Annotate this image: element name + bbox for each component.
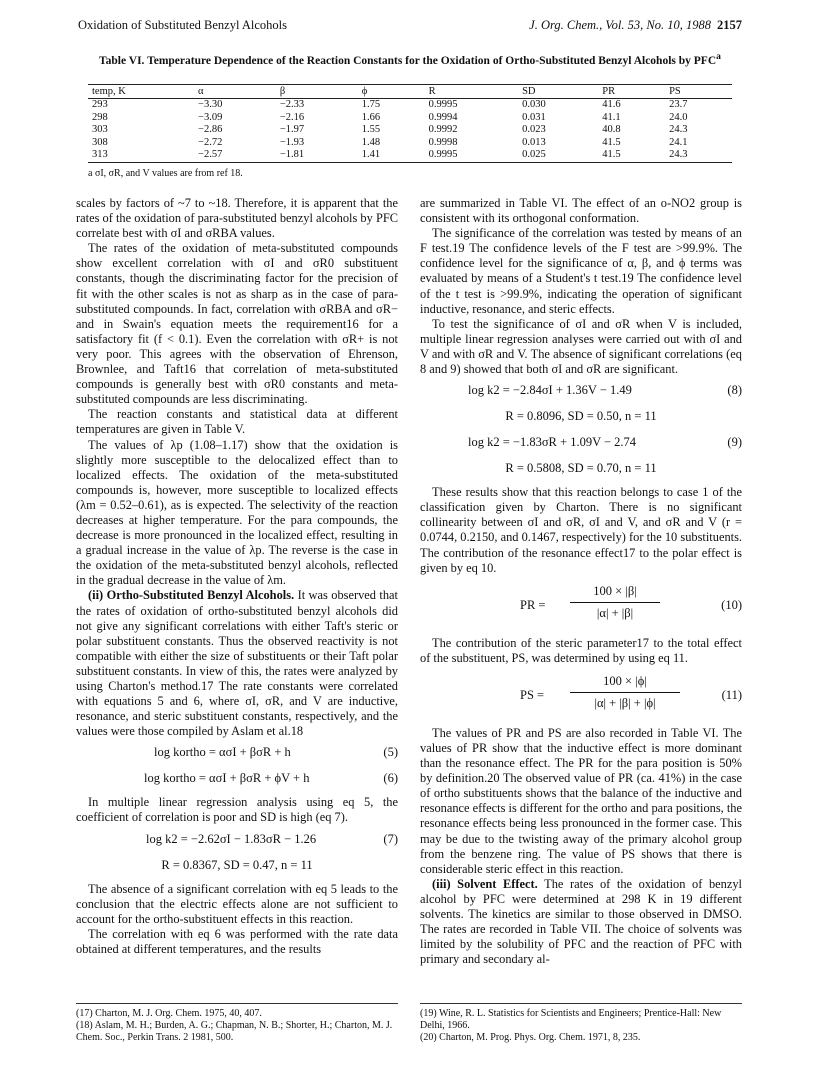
table-cell: 0.9994 bbox=[428, 111, 458, 123]
paragraph: The contribution of the steric parameter17 to the total effect of the substituent, PS, was determined by using eq 11. bbox=[420, 635, 742, 665]
equation-number: (11) bbox=[721, 687, 742, 702]
table-cell: −1.93 bbox=[279, 136, 305, 148]
table-footnote: a σI, σR, and V values are from ref 18. bbox=[88, 168, 243, 179]
equation bbox=[420, 582, 742, 630]
equation-lhs: PS = bbox=[520, 687, 545, 702]
table-cell: −2.57 bbox=[194, 149, 276, 162]
equation-body: log k2 = −2.84σI + 1.36V − 1.49 bbox=[468, 383, 632, 398]
table-cell: 313 bbox=[88, 149, 194, 162]
footnote: (17) Charton, M. J. Org. Chem. 1975, 40, 407. bbox=[76, 1008, 262, 1019]
column-header: ϕ bbox=[358, 85, 425, 99]
journal-citation bbox=[529, 18, 742, 33]
paragraph: The rates of the oxidation of meta-substituted compounds show excellent correlation with σI and σR0 substituent constants, though the discriminating factor for the precision of fit with the other scales is not as sharp as in the case of para-substituted compounds. In fact, correlation with σRBA and σR− and in Swain's equation meets the requirement16 for a satisfactory fit (f < 0.1). Even the correlation with σR+ is not very poor. This agrees with the observation of Ehrenson, Brownlee, and Taft16 that correlation of meta-substituted compounds is generally best with σR0 constants and meta-substituted compounds are less discriminating. bbox=[76, 241, 398, 407]
table-cell: 0.025 bbox=[518, 149, 598, 162]
table-cell: 308 bbox=[92, 136, 108, 148]
equation-stats-text: R = 0.5808, SD = 0.70, n = 11 bbox=[505, 461, 657, 476]
equation-stats bbox=[420, 407, 742, 429]
table-header-row bbox=[88, 85, 732, 99]
paragraph-text: The rates of the oxidation of benzyl alcohol by PFC were determined at 298 K in 19 different solvents. The kinetics are similar to those observed in DMSO. The rates are recorded in Table VII. The choice of solvents was limited by the solubility of PFC and the reaction of PFC with primary and secondary al- bbox=[420, 876, 742, 967]
fraction-numerator: 100 × |ϕ| bbox=[603, 673, 647, 688]
table-cell: −2.33 bbox=[279, 99, 305, 110]
table-cell: 1.75 bbox=[361, 99, 381, 110]
fraction-bar bbox=[570, 602, 660, 603]
table-caption bbox=[78, 50, 742, 68]
equation-number: (5) bbox=[383, 745, 398, 760]
equation-body: log k2 = −1.83σR + 1.09V − 2.74 bbox=[468, 435, 637, 450]
running-header bbox=[78, 18, 742, 36]
footnotes-right bbox=[420, 1008, 742, 1044]
equation-body: log kortho = ασI + βσR + h bbox=[154, 745, 291, 760]
equation-number: (9) bbox=[727, 435, 742, 450]
paragraph: are summarized in Table VI. The effect of an o-NO2 group is consistent with its orthogonal conformation. bbox=[420, 196, 742, 226]
paragraph: The values of PR and PS are also recorded in Table VI. The values of PR show that the inductive effect is more dominant than the resonance effect. The PR for the para position is 50% by definition.20 The observed value of PR (ca. 41%) in the case of ortho substituents shows that the balance of the inductive and resonance effects is different for the ortho and para positions, the resonance effects being less pronounced in the former case. This may be due to the twisting away of the primary alcohol group from the benzene ring. The value of PS shows that there is considerable steric effect in this reaction. bbox=[420, 725, 742, 876]
footnote-divider bbox=[76, 1003, 398, 1004]
table-cell: −2.16 bbox=[279, 111, 305, 123]
table-cell: 23.7 bbox=[669, 99, 688, 110]
column-header: PR bbox=[598, 85, 665, 99]
table-cell: 298 bbox=[92, 111, 108, 123]
table-caption-text: Table VI. Temperature Dependence of the Reaction Constants for the Oxidation of Ortho-Substituted Benzyl Alcohols by PFC bbox=[99, 54, 717, 67]
equation-stats bbox=[76, 856, 398, 878]
paragraph: The values of λp (1.08–1.17) show that the oxidation is slightly more susceptible to the delocalized effect than to localized effects. The oxidation of the meta-substituted compounds is, however, more susceptible to localized effects (λm = 0.52–0.61), as is expected. The selectivity of the reaction decreases at higher temperature. For the para compounds, the decrease is more pronounced in the localized effect, resulting in a gradual increase in the value of λp. The reverse is the case in the oxidation of the meta-substituted benzyl alcohols, reflected in the gradual decrease in the value of λm. bbox=[76, 437, 398, 588]
data-table bbox=[88, 84, 732, 163]
table-cell: 0.023 bbox=[522, 124, 546, 135]
table-cell: −2.72 bbox=[198, 136, 223, 148]
table-cell: 0.030 bbox=[522, 99, 546, 110]
column-header: PS bbox=[665, 85, 732, 99]
table-cell: 40.8 bbox=[602, 124, 621, 135]
table-cell: −1.97 bbox=[279, 124, 305, 135]
table-cell: −2.86 bbox=[198, 124, 223, 135]
paragraph: scales by factors of ~7 to ~18. Therefore, it is apparent that the rates of the oxidation of para-substituted benzyl alcohols by PFC correlate best with σI and σRBA values. bbox=[76, 196, 398, 241]
paragraph: The significance of the correlation was tested by means of an F test.19 The confidence levels of the F test are >99.9%. The confidence level for the significance of α, β, and ϕ terms was evaluated by means of a Student's t test.19 The confidence level of the t test is >99.9%, indicating the operation of significant inductive, resonance, and steric effects. bbox=[420, 226, 742, 316]
table-cell: 0.9995 bbox=[425, 149, 518, 162]
column-header: SD bbox=[518, 85, 598, 99]
footnotes-left bbox=[76, 1008, 398, 1044]
equation-number: (8) bbox=[727, 383, 742, 398]
paragraph bbox=[76, 588, 398, 739]
paragraph: To test the significance of σI and σR when V is included, multiple linear regression analyses were carried out with σI and V and with σR and V. The absence of significant correlations (eq 8 and 9) showed that both σI and σR are significant. bbox=[420, 316, 742, 377]
table-cell: 1.55 bbox=[361, 124, 381, 135]
section-heading: (iii) Solvent Effect. bbox=[432, 876, 538, 891]
equation-number: (10) bbox=[721, 597, 742, 612]
table-row bbox=[88, 137, 732, 150]
footnote: (20) Charton, M. Prog. Phys. Org. Chem. 1971, 8, 235. bbox=[420, 1032, 641, 1043]
equation-lhs: PR = bbox=[520, 597, 546, 612]
paragraph-text: It was observed that the rates of oxidation of ortho-substituted benzyl alcohols did not give any significant correlations with either Taft's steric or polar substituent constants. Thus the observed reactivity is not compatible with either the size of substituents or their Taft polar substituent constants. In view of this, the rates were analyzed by using Charton's method.17 The rate constants were correlated with equations 5 and 6, where σI, σR, and V are inductive, resonance, and steric substituent constants, respectively, and the values were those compiled by Aslam et al.18 bbox=[76, 588, 398, 739]
table-cell: 0.9992 bbox=[428, 124, 458, 135]
table-row bbox=[88, 112, 732, 125]
equation-number: (7) bbox=[383, 831, 398, 846]
table-row bbox=[88, 99, 732, 112]
equation-stats-text: R = 0.8367, SD = 0.47, n = 11 bbox=[161, 857, 313, 872]
footnote: (19) Wine, R. L. Statistics for Scientists and Engineers; Prentice-Hall: New Delhi, 1966. bbox=[420, 1008, 722, 1031]
table-cell: 41.5 bbox=[602, 136, 621, 148]
paragraph bbox=[420, 877, 742, 968]
column-header: temp, K bbox=[88, 85, 194, 99]
table-cell: 0.9998 bbox=[428, 136, 458, 148]
table-cell: −1.81 bbox=[276, 149, 358, 162]
table-cell: 1.66 bbox=[361, 111, 381, 123]
right-column bbox=[420, 196, 742, 967]
table-caption-mark: a bbox=[716, 51, 721, 62]
equation bbox=[76, 830, 398, 852]
table-cell: 24.3 bbox=[669, 124, 688, 135]
table-cell: 24.3 bbox=[665, 149, 732, 162]
fraction-bar bbox=[570, 692, 680, 693]
equation-stats-text: R = 0.8096, SD = 0.50, n = 11 bbox=[505, 409, 657, 424]
fraction-denominator: |α| + |β| bbox=[596, 605, 634, 620]
table-cell: 24.0 bbox=[669, 111, 688, 123]
equation bbox=[76, 769, 398, 791]
paragraph: The reaction constants and statistical data at different temperatures are given in Table V. bbox=[76, 407, 398, 437]
column-header: R bbox=[425, 85, 518, 99]
table-cell: 293 bbox=[92, 99, 108, 110]
table-cell: 41.5 bbox=[598, 149, 665, 162]
table-cell: 303 bbox=[92, 124, 108, 135]
table-cell: 41.1 bbox=[602, 111, 621, 123]
paragraph: These results show that this reaction belongs to case 1 of the classification given by Charton. There is no significant collinearity between σI and σR, σI and V, and σR and V (r = 0.0744, 0.2150, and 0.1467, respectively) for the 10 substituents. The contribution of the resonance effect17 to the polar effect is given by eq 10. bbox=[420, 485, 742, 575]
table-row bbox=[88, 149, 732, 162]
equation bbox=[420, 672, 742, 720]
table-cell: −3.30 bbox=[198, 99, 223, 110]
table-cell: −3.09 bbox=[198, 111, 223, 123]
table-cell: 0.031 bbox=[522, 111, 546, 123]
paragraph: In multiple linear regression analysis using eq 5, the coefficient of correlation is poor and SD is high (eq 7). bbox=[76, 795, 398, 825]
equation-number: (6) bbox=[383, 771, 398, 786]
equation-body: log k2 = −2.62σI − 1.83σR − 1.26 bbox=[146, 831, 317, 846]
column-header: β bbox=[276, 85, 358, 99]
fraction-denominator: |α| + |β| + |ϕ| bbox=[594, 695, 656, 710]
equation bbox=[76, 743, 398, 765]
page-number: 2157 bbox=[717, 18, 742, 32]
table-cell: 41.6 bbox=[602, 99, 621, 110]
equation bbox=[420, 433, 742, 455]
table-cell: 1.41 bbox=[358, 149, 425, 162]
equation-body: log kortho = ασI + βσR + ϕV + h bbox=[144, 771, 310, 786]
footnote-divider bbox=[420, 1003, 742, 1004]
equation bbox=[420, 381, 742, 403]
footnote: (18) Aslam, M. H.; Burden, A. G.; Chapman, N. B.; Shorter, H.; Charton, M. J. Chem. Soc., Perkin Trans. 2 1981, 500. bbox=[76, 1020, 393, 1043]
table-row bbox=[88, 124, 732, 137]
left-column bbox=[76, 196, 398, 957]
paragraph: The correlation with eq 6 was performed with the rate data obtained at different temperatures, and the results bbox=[76, 926, 398, 956]
equation-stats bbox=[420, 459, 742, 481]
column-header: α bbox=[194, 85, 276, 99]
table-cell: 1.48 bbox=[361, 136, 381, 148]
journal-name: J. Org. Chem., Vol. 53, No. 10, 1988 bbox=[529, 18, 711, 32]
fraction-numerator: 100 × |β| bbox=[593, 583, 637, 598]
table-cell: 24.1 bbox=[669, 136, 688, 148]
table-cell: 0.013 bbox=[522, 136, 546, 148]
running-title: Oxidation of Substituted Benzyl Alcohols bbox=[78, 18, 288, 32]
paragraph: The absence of a significant correlation with eq 5 leads to the conclusion that the electric effects alone are not sufficient to account for the ortho-substituent effects in this reaction. bbox=[76, 881, 398, 926]
section-heading: (ii) Ortho-Substituted Benzyl Alcohols. bbox=[88, 588, 295, 603]
table-cell: 0.9995 bbox=[428, 99, 458, 110]
